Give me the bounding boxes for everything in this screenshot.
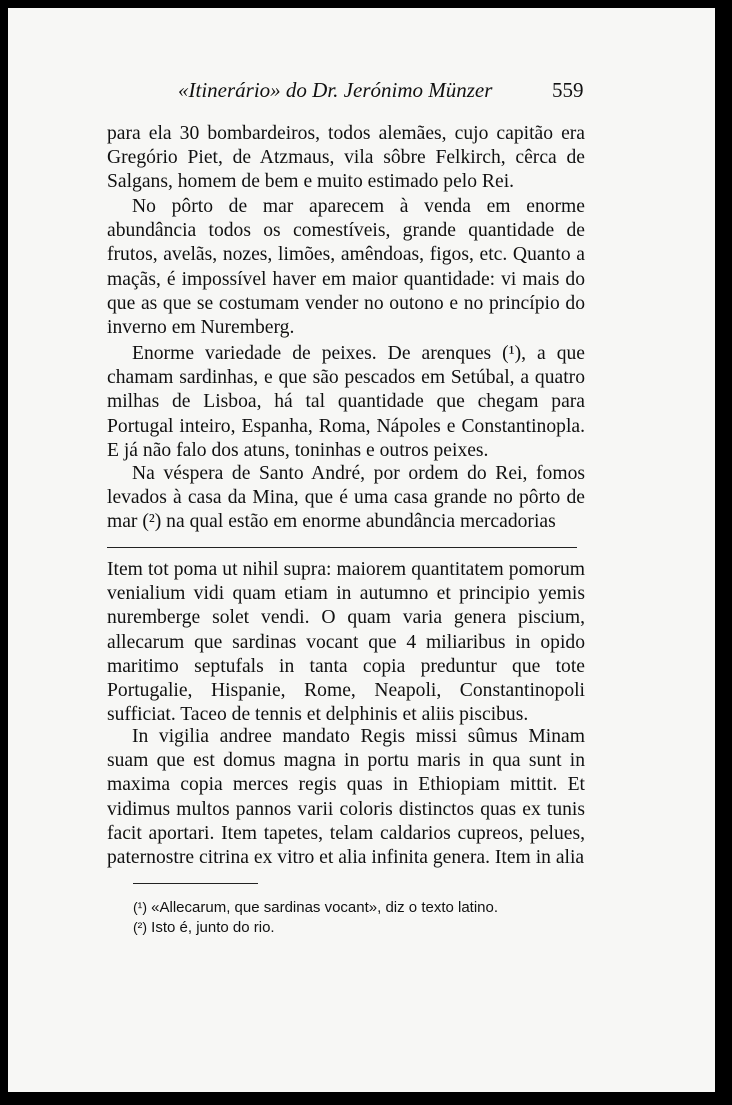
- latin-paragraph-2: In vigilia andree mandato Regis missi sûmus Minam suam que est domus magna in portu maris in qua sunt in maxima copia merces regis quas in Ethiopiam mittit. Et vidimus multos pannos varii coloris distinctos quas ex tunis facit aportari. Item tapetes, telam caldarios cupreos, pelues, paternostre citrina ex vitro et alia infinita genera. Item in alia: [107, 726, 585, 869]
- footnote-1-text: «Allecarum, que sardinas vocant», diz o texto latino.: [151, 899, 499, 916]
- running-header: [178, 78, 598, 108]
- footnote-2-mark: (²): [133, 919, 147, 935]
- latin-paragraph-1: Item tot poma ut nihil supra: maiorem quantitatem pomorum venialium vidi quam etiam in autumno et principio yemis nuremberge solet vendi. O quam varia genera piscium, allecarum que sardinas vocant que 4 miliaribus in opido maritimo septufals in tanta copia preduntur que tote Portugalie, Hispanie, Rome, Neapoli, Constantinopoli sufficiat. Taceo de tennis et delphinis et aliis piscibus.: [107, 559, 585, 726]
- footnote-divider: [133, 883, 258, 884]
- portuguese-paragraph-4: Na véspera de Santo André, por ordem do Rei, fomos levados à casa da Mina, que é uma casa grande no pôrto de mar (²) na qual estão em enorme abundância mercadorias: [107, 463, 585, 533]
- portuguese-paragraph-2: No pôrto de mar aparecem à venda em enorme abundância todos os comestíveis, grande quantidade de frutos, avelãs, nozes, limões, amêndoas, figos, etc. Quanto a maçãs, é impossível haver em maior quantidade: vi mais do que as que se costumam vender no outono e no princípio do inverno em Nuremberg.: [107, 196, 585, 339]
- portuguese-paragraph-1: para ela 30 bombardeiros, todos alemães, cujo capitão era Gregório Piet, de Atzmaus, vila sôbre Felkirch, cêrca de Salgans, homem de bem e muito estimado pelo Rei.: [107, 123, 585, 193]
- footnote-2-text: Isto é, junto do rio.: [151, 919, 275, 936]
- running-title: «Itinerário» do Dr. Jerónimo Münzer: [178, 78, 493, 102]
- section-divider: [107, 547, 577, 548]
- footnote-2: [133, 917, 275, 938]
- footnote-1: [133, 897, 498, 918]
- page-number: 559: [552, 78, 584, 102]
- footnote-1-mark: (¹): [133, 899, 147, 915]
- portuguese-paragraph-3: Enorme variedade de peixes. De arenques (¹), a que chamam sardinhas, e que são pescados em Setúbal, a quatro milhas de Lisboa, há tal quantidade que chegam para Portugal inteiro, Espanha, Roma, Nápoles e Constantinopla. E já não falo dos atuns, toninhas e outros peixes.: [107, 343, 585, 461]
